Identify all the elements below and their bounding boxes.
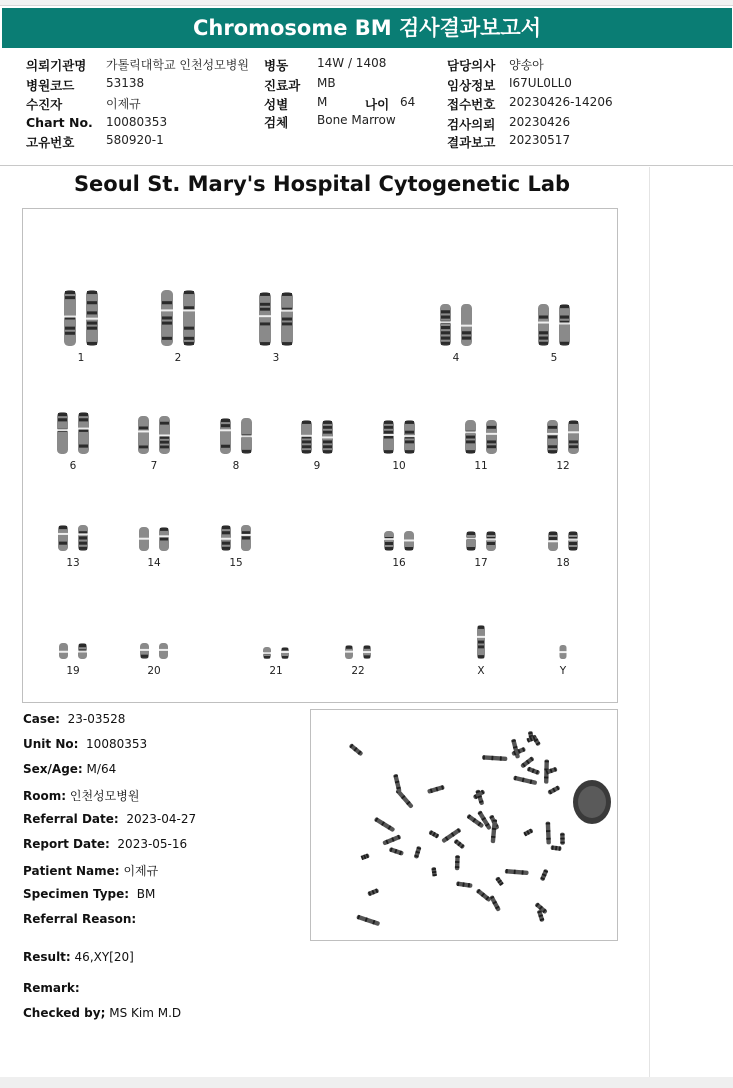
metaphase-chromosome [547, 785, 560, 795]
metaphase-chromosome [414, 846, 422, 859]
header-value: 양송아 [509, 58, 544, 72]
chromosome-pair-4 [437, 302, 475, 348]
right-divider [649, 167, 650, 1077]
header-label: 담당의사 [447, 58, 496, 73]
header-value: 이제규 [106, 97, 141, 111]
room-label: Room: [23, 789, 67, 803]
header-value: M [317, 95, 328, 109]
chromosome-pair-11 [462, 418, 500, 456]
metaphase-chromosome [511, 738, 520, 758]
chromosome-pair-13 [55, 523, 91, 553]
metaphase-chromosome [374, 817, 396, 833]
header-label: 접수번호 [447, 97, 496, 112]
metaphase-chromosome [476, 888, 492, 902]
header-value: 64 [400, 95, 416, 109]
sexage-value: M/64 [86, 762, 117, 776]
chromosome-pair-1 [61, 288, 101, 348]
referral-date-label: Referral Date: [23, 812, 119, 826]
header-label: 성별 [264, 97, 289, 112]
chromosome-label-9: 9 [313, 460, 321, 472]
metaphase-image [310, 709, 618, 941]
sexage-row [23, 762, 116, 776]
unit-label: Unit No: [23, 737, 79, 751]
metaphase-chromosome [513, 776, 537, 786]
metaphase-chromosome [427, 785, 445, 794]
metaphase-chromosome [393, 774, 402, 793]
chromosome-pair-8 [217, 416, 255, 456]
metaphase-chromosome [361, 853, 370, 860]
metaphase-chromosome [389, 847, 404, 856]
unit-row [23, 737, 147, 751]
referral-reason-row [23, 912, 136, 926]
report-date-value: 2023-05-16 [117, 837, 188, 851]
metaphase-chromosome [482, 755, 508, 761]
metaphase-chromosome [540, 869, 549, 882]
metaphase-chromosome [456, 881, 473, 888]
bottom-band [0, 1077, 733, 1088]
metaphase-chromosome [489, 895, 501, 912]
metaphase-chromosome [455, 855, 460, 870]
metaphase-chromosome [428, 830, 439, 839]
metaphase-chromosome [453, 839, 465, 850]
checked-by-value: MS Kim M.D [109, 1006, 182, 1020]
specimen-row [23, 887, 155, 901]
chromosome-label-7: 7 [150, 460, 158, 472]
header-label: 수진자 [26, 97, 63, 112]
header-label: 고유번호 [26, 135, 75, 150]
header-value: 53138 [106, 76, 145, 90]
header-label: 병원코드 [26, 78, 75, 93]
chromosome-label-2: 2 [174, 352, 182, 364]
metaphase-chromosome [546, 822, 551, 845]
header-value: 580920-1 [106, 133, 164, 147]
chromosome-pair-2 [158, 288, 198, 348]
header-value: 가톨릭대학교 인천성모병원 [106, 58, 249, 72]
chromosome-label-13: 13 [66, 557, 80, 569]
result-row [23, 950, 134, 964]
header-value: MB [317, 76, 336, 90]
chromosome-pair-5 [535, 302, 573, 348]
lab-title: Seoul St. Mary's Hospital Cytogenetic Lab [73, 172, 571, 196]
remark-row [23, 981, 80, 995]
referral-date-value: 2023-04-27 [126, 812, 197, 826]
karyotype-panel [22, 208, 618, 703]
metaphase-chromosome [495, 876, 504, 886]
metaphase-chromosome [349, 743, 364, 756]
header-label: 임상정보 [447, 78, 496, 93]
metaphase-chromosome [520, 756, 535, 769]
specimen-label: Specimen Type: [23, 887, 130, 901]
header-value: 20230426-14206 [509, 95, 613, 109]
metaphase-chromosome [527, 766, 541, 775]
case-label: Case: [23, 712, 60, 726]
metaphase-chromosome [505, 869, 529, 875]
header-label: 나이 [365, 97, 390, 112]
header-label: 병동 [264, 58, 289, 73]
chromosome-label-21: 21 [269, 665, 283, 677]
header-label: 검사의뢰 [447, 117, 496, 132]
chromosome-pair-9 [298, 418, 336, 456]
patient-name-row [23, 862, 158, 879]
chromosome-pair-15 [218, 523, 254, 553]
chromosome-label-17: 17 [474, 557, 488, 569]
result-label: Result: [23, 950, 71, 964]
header-label: 결과보고 [447, 135, 496, 150]
result-value: 46,XY[20] [74, 950, 134, 964]
header-value: 10080353 [106, 115, 168, 129]
chromosome-label-18: 18 [556, 557, 570, 569]
header-value: Bone Marrow [317, 113, 396, 127]
metaphase-chromosome [560, 833, 565, 845]
chromosome-label-3: 3 [272, 352, 280, 364]
chromosome-label-20: 20 [147, 665, 161, 677]
chromosome-label-1: 1 [77, 352, 85, 364]
chromosome-pair-14 [136, 525, 172, 553]
chromosome-label-5: 5 [550, 352, 558, 364]
chromosome-label-22: 22 [351, 665, 365, 677]
report-date-row [23, 837, 187, 851]
case-value: 23-03528 [67, 712, 126, 726]
chromosome-pair-X [465, 623, 497, 661]
metaphase-chromosome [477, 810, 492, 830]
header-value: 20230517 [509, 133, 571, 147]
metaphase-chromosome [523, 828, 534, 836]
room-row [23, 787, 139, 804]
chromosome-pair-3 [256, 290, 296, 348]
sexage-label: Sex/Age: [23, 762, 83, 776]
checked-by-row [23, 1006, 181, 1020]
metaphase-chromosome [382, 834, 401, 845]
header-value: I67UL0LL0 [509, 76, 572, 90]
chromosome-pair-19 [56, 641, 90, 661]
chromosome-label-Y: Y [559, 665, 567, 677]
specimen-value: BM [136, 887, 156, 901]
metaphase-chromosome [367, 888, 379, 896]
checked-by-label: Checked by; [23, 1006, 106, 1020]
metaphase-chromosome [431, 867, 437, 877]
chromosome-label-16: 16 [392, 557, 406, 569]
chromosome-pair-Y [548, 643, 578, 661]
header-label: Chart No. [26, 115, 93, 130]
referral-reason-label: Referral Reason: [23, 912, 137, 926]
chromosome-label-10: 10 [392, 460, 406, 472]
chromosome-pair-20 [137, 641, 171, 661]
chromosome-label-X: X [477, 665, 485, 677]
chromosome-label-19: 19 [66, 665, 80, 677]
chromosome-pair-21 [260, 645, 292, 661]
chromosome-label-15: 15 [229, 557, 243, 569]
chromosome-pair-10 [380, 418, 418, 456]
metaphase-chromosome [356, 914, 380, 926]
header-value: 20230426 [509, 115, 571, 129]
chromosome-pair-6 [54, 410, 92, 456]
chromosome-label-12: 12 [556, 460, 570, 472]
chromosome-pair-12 [544, 418, 582, 456]
chromosome-label-6: 6 [69, 460, 77, 472]
metaphase-chromosome [491, 819, 498, 844]
chromosome-label-4: 4 [452, 352, 460, 364]
patient-name-label: Patient Name: [23, 864, 120, 878]
referral-date-row [23, 812, 196, 826]
chromosome-pair-7 [135, 414, 173, 456]
metaphase-chromosome [550, 845, 561, 851]
metaphase-spread [311, 710, 618, 941]
chromosome-label-11: 11 [474, 460, 488, 472]
room-value: 인천성모병원 [69, 789, 140, 803]
chromosome-label-14: 14 [147, 557, 161, 569]
chromosome-pair-18 [545, 529, 581, 553]
header-value: 14W / 1408 [317, 56, 387, 70]
patient-info-header [0, 50, 733, 166]
chromosome-pair-16 [381, 529, 417, 553]
interphase-nucleus-inner [578, 786, 606, 818]
header-label: 검체 [264, 115, 289, 130]
header-label: 진료과 [264, 78, 301, 93]
top-border [0, 0, 733, 6]
chromosome-label-8: 8 [232, 460, 240, 472]
header-label: 의뢰기관명 [26, 58, 87, 73]
report-title-banner: Chromosome BM 검사결과보고서 [2, 8, 732, 48]
remark-label: Remark: [23, 981, 80, 995]
unit-value: 10080353 [86, 737, 148, 751]
chromosome-pair-22 [342, 643, 374, 661]
chromosome-pair-17 [463, 529, 499, 553]
case-row [23, 712, 125, 726]
patient-name-value: 이제규 [123, 864, 159, 878]
report-date-label: Report Date: [23, 837, 110, 851]
